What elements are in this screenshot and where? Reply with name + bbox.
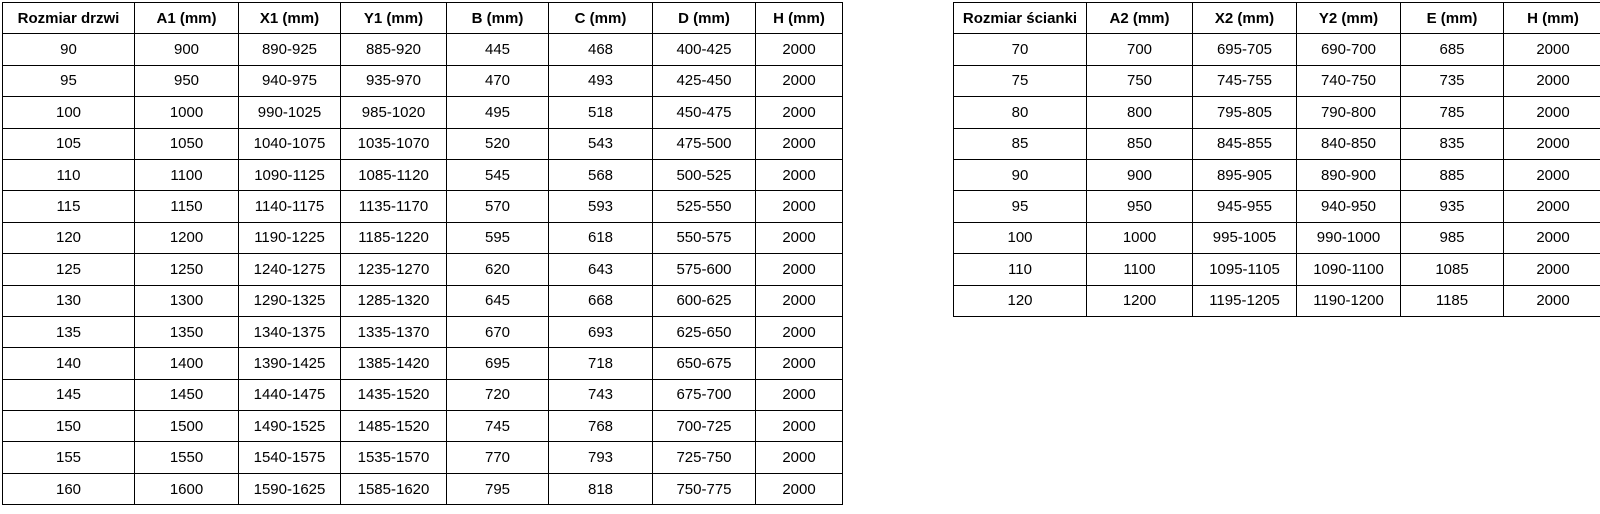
table-cell: 718 <box>549 348 653 379</box>
table-cell: 1590-1625 <box>239 473 341 504</box>
table-cell: 550-575 <box>653 222 756 253</box>
table-cell: 85 <box>954 128 1087 159</box>
table-cell: 1085 <box>1401 254 1504 285</box>
table-cell: 2000 <box>1504 128 1600 159</box>
table-cell: 725-750 <box>653 442 756 473</box>
table-cell: 1190-1200 <box>1297 285 1401 316</box>
table-cell: 150 <box>3 411 135 442</box>
table-cell: 2000 <box>1504 97 1600 128</box>
table-cell: 160 <box>3 473 135 504</box>
table-cell: 1350 <box>135 316 239 347</box>
table-cell: 595 <box>447 222 549 253</box>
header-cell: E (mm) <box>1401 3 1504 34</box>
table-cell: 685 <box>1401 34 1504 65</box>
table-cell: 2000 <box>756 97 843 128</box>
table-row <box>3 222 843 253</box>
table-cell: 935-970 <box>341 65 447 96</box>
table-cell: 845-855 <box>1193 128 1297 159</box>
header-cell: Rozmiar drzwi <box>3 3 135 34</box>
table-cell: 1500 <box>135 411 239 442</box>
table-cell: 940-950 <box>1297 191 1401 222</box>
table-cell: 1250 <box>135 254 239 285</box>
table-cell: 2000 <box>756 473 843 504</box>
table-row <box>954 254 1600 285</box>
table-cell: 1050 <box>135 128 239 159</box>
table-cell: 890-900 <box>1297 159 1401 190</box>
table-row <box>954 65 1600 96</box>
table-cell: 400-425 <box>653 34 756 65</box>
door-size-table <box>2 2 843 505</box>
table-cell: 120 <box>954 285 1087 316</box>
table-cell: 105 <box>3 128 135 159</box>
table-cell: 600-625 <box>653 285 756 316</box>
table-cell: 120 <box>3 222 135 253</box>
table-cell: 793 <box>549 442 653 473</box>
table-cell: 2000 <box>756 159 843 190</box>
table-cell: 1140-1175 <box>239 191 341 222</box>
table-cell: 1485-1520 <box>341 411 447 442</box>
table-cell: 900 <box>1087 159 1193 190</box>
table-cell: 2000 <box>1504 34 1600 65</box>
table-cell: 743 <box>549 379 653 410</box>
table-cell: 890-925 <box>239 34 341 65</box>
table-cell: 1085-1120 <box>341 159 447 190</box>
table-cell: 620 <box>447 254 549 285</box>
header-cell: A2 (mm) <box>1087 3 1193 34</box>
table-cell: 735 <box>1401 65 1504 96</box>
table-cell: 125 <box>3 254 135 285</box>
table-row <box>3 65 843 96</box>
table-cell: 745-755 <box>1193 65 1297 96</box>
table-cell: 1035-1070 <box>341 128 447 159</box>
table-row <box>954 128 1600 159</box>
table-cell: 1195-1205 <box>1193 285 1297 316</box>
table-cell: 750 <box>1087 65 1193 96</box>
table-cell: 1200 <box>135 222 239 253</box>
header-row <box>954 3 1600 34</box>
table-cell: 518 <box>549 97 653 128</box>
header-cell: B (mm) <box>447 3 549 34</box>
table-cell: 695 <box>447 348 549 379</box>
table-cell: 570 <box>447 191 549 222</box>
table-cell: 1100 <box>1087 254 1193 285</box>
table-row <box>3 348 843 379</box>
table-cell: 1540-1575 <box>239 442 341 473</box>
table-cell: 525-550 <box>653 191 756 222</box>
table-cell: 1135-1170 <box>341 191 447 222</box>
table-cell: 1290-1325 <box>239 285 341 316</box>
table-cell: 1185-1220 <box>341 222 447 253</box>
table-cell: 1100 <box>135 159 239 190</box>
table-cell: 618 <box>549 222 653 253</box>
table-cell: 545 <box>447 159 549 190</box>
table-cell: 2000 <box>756 191 843 222</box>
header-row <box>3 3 843 34</box>
table-cell: 2000 <box>1504 65 1600 96</box>
table-cell: 1150 <box>135 191 239 222</box>
table-cell: 1400 <box>135 348 239 379</box>
table-cell: 2000 <box>756 285 843 316</box>
table-cell: 795 <box>447 473 549 504</box>
table-cell: 1335-1370 <box>341 316 447 347</box>
table-cell: 1235-1270 <box>341 254 447 285</box>
table-cell: 445 <box>447 34 549 65</box>
table-cell: 495 <box>447 97 549 128</box>
table-cell: 2000 <box>756 442 843 473</box>
table-row <box>954 191 1600 222</box>
table-cell: 700-725 <box>653 411 756 442</box>
table-cell: 75 <box>954 65 1087 96</box>
table-cell: 95 <box>954 191 1087 222</box>
table-cell: 2000 <box>1504 159 1600 190</box>
table-cell: 650-675 <box>653 348 756 379</box>
table-cell: 995-1005 <box>1193 222 1297 253</box>
table-cell: 543 <box>549 128 653 159</box>
table-cell: 2000 <box>756 411 843 442</box>
header-cell: Rozmiar ścianki <box>954 3 1087 34</box>
table-cell: 720 <box>447 379 549 410</box>
table-cell: 450-475 <box>653 97 756 128</box>
table-cell: 1190-1225 <box>239 222 341 253</box>
table-cell: 1090-1100 <box>1297 254 1401 285</box>
header-cell: H (mm) <box>756 3 843 34</box>
table-cell: 475-500 <box>653 128 756 159</box>
table-cell: 100 <box>3 97 135 128</box>
table-cell: 700 <box>1087 34 1193 65</box>
table-cell: 1535-1570 <box>341 442 447 473</box>
table-cell: 80 <box>954 97 1087 128</box>
table-cell: 425-450 <box>653 65 756 96</box>
table-cell: 470 <box>447 65 549 96</box>
table-row <box>954 159 1600 190</box>
table-cell: 155 <box>3 442 135 473</box>
table-cell: 835 <box>1401 128 1504 159</box>
table-cell: 140 <box>3 348 135 379</box>
table-cell: 110 <box>954 254 1087 285</box>
table-cell: 625-650 <box>653 316 756 347</box>
table-cell: 90 <box>3 34 135 65</box>
table-cell: 575-600 <box>653 254 756 285</box>
table-cell: 520 <box>447 128 549 159</box>
table-row <box>3 473 843 504</box>
table-cell: 670 <box>447 316 549 347</box>
table-cell: 1300 <box>135 285 239 316</box>
table-cell: 795-805 <box>1193 97 1297 128</box>
table-cell: 745 <box>447 411 549 442</box>
table-cell: 1440-1475 <box>239 379 341 410</box>
table-row <box>3 379 843 410</box>
header-cell: Y2 (mm) <box>1297 3 1401 34</box>
wall-size-table <box>953 2 1600 317</box>
table-cell: 1000 <box>1087 222 1193 253</box>
table-cell: 770 <box>447 442 549 473</box>
table-cell: 690-700 <box>1297 34 1401 65</box>
table-row <box>3 128 843 159</box>
header-cell: D (mm) <box>653 3 756 34</box>
table-cell: 1585-1620 <box>341 473 447 504</box>
header-cell: H (mm) <box>1504 3 1600 34</box>
table-cell: 643 <box>549 254 653 285</box>
table-cell: 2000 <box>756 222 843 253</box>
table-cell: 1550 <box>135 442 239 473</box>
table-cell: 100 <box>954 222 1087 253</box>
table-cell: 1390-1425 <box>239 348 341 379</box>
table-cell: 675-700 <box>653 379 756 410</box>
table-cell: 468 <box>549 34 653 65</box>
table-row <box>3 316 843 347</box>
table-cell: 1435-1520 <box>341 379 447 410</box>
header-cell: X2 (mm) <box>1193 3 1297 34</box>
table-cell: 568 <box>549 159 653 190</box>
table-cell: 2000 <box>756 34 843 65</box>
table-cell: 2000 <box>756 128 843 159</box>
table-cell: 950 <box>1087 191 1193 222</box>
table-cell: 110 <box>3 159 135 190</box>
table-cell: 493 <box>549 65 653 96</box>
table-cell: 840-850 <box>1297 128 1401 159</box>
table-cell: 695-705 <box>1193 34 1297 65</box>
table-row <box>3 442 843 473</box>
table-row <box>954 285 1600 316</box>
table-row <box>3 34 843 65</box>
header-cell: X1 (mm) <box>239 3 341 34</box>
table-cell: 1490-1525 <box>239 411 341 442</box>
table-cell: 2000 <box>1504 254 1600 285</box>
table-cell: 750-775 <box>653 473 756 504</box>
table-cell: 985 <box>1401 222 1504 253</box>
table-row <box>3 254 843 285</box>
table-cell: 2000 <box>756 379 843 410</box>
table-cell: 885-920 <box>341 34 447 65</box>
table-cell: 90 <box>954 159 1087 190</box>
header-cell: A1 (mm) <box>135 3 239 34</box>
table-cell: 2000 <box>756 254 843 285</box>
table-row <box>3 159 843 190</box>
table-cell: 1185 <box>1401 285 1504 316</box>
table-cell: 985-1020 <box>341 97 447 128</box>
table-cell: 1040-1075 <box>239 128 341 159</box>
table-row <box>3 285 843 316</box>
table-cell: 740-750 <box>1297 65 1401 96</box>
table-cell: 1000 <box>135 97 239 128</box>
table-cell: 1200 <box>1087 285 1193 316</box>
table-cell: 1285-1320 <box>341 285 447 316</box>
table-cell: 790-800 <box>1297 97 1401 128</box>
table-cell: 800 <box>1087 97 1193 128</box>
table-cell: 593 <box>549 191 653 222</box>
table-cell: 145 <box>3 379 135 410</box>
table-cell: 130 <box>3 285 135 316</box>
table-cell: 940-975 <box>239 65 341 96</box>
table-cell: 95 <box>3 65 135 96</box>
table-cell: 135 <box>3 316 135 347</box>
table-cell: 2000 <box>756 65 843 96</box>
table-cell: 1240-1275 <box>239 254 341 285</box>
header-cell: Y1 (mm) <box>341 3 447 34</box>
table-cell: 2000 <box>1504 222 1600 253</box>
table-cell: 2000 <box>756 316 843 347</box>
table-row <box>3 191 843 222</box>
table-cell: 945-955 <box>1193 191 1297 222</box>
table-cell: 900 <box>135 34 239 65</box>
table-cell: 785 <box>1401 97 1504 128</box>
table-cell: 990-1000 <box>1297 222 1401 253</box>
table-cell: 1095-1105 <box>1193 254 1297 285</box>
table-cell: 500-525 <box>653 159 756 190</box>
table-cell: 935 <box>1401 191 1504 222</box>
table-cell: 645 <box>447 285 549 316</box>
table-cell: 768 <box>549 411 653 442</box>
table-cell: 70 <box>954 34 1087 65</box>
table-cell: 850 <box>1087 128 1193 159</box>
table-cell: 895-905 <box>1193 159 1297 190</box>
table-cell: 1385-1420 <box>341 348 447 379</box>
table-row <box>3 97 843 128</box>
table-cell: 2000 <box>756 348 843 379</box>
table-row <box>3 411 843 442</box>
table-cell: 1600 <box>135 473 239 504</box>
table-cell: 1450 <box>135 379 239 410</box>
table-cell: 1340-1375 <box>239 316 341 347</box>
table-cell: 990-1025 <box>239 97 341 128</box>
table-cell: 115 <box>3 191 135 222</box>
table-cell: 2000 <box>1504 285 1600 316</box>
table-cell: 1090-1125 <box>239 159 341 190</box>
table-cell: 693 <box>549 316 653 347</box>
table-cell: 668 <box>549 285 653 316</box>
table-cell: 950 <box>135 65 239 96</box>
table-row <box>954 97 1600 128</box>
table-cell: 2000 <box>1504 191 1600 222</box>
table-cell: 885 <box>1401 159 1504 190</box>
header-cell: C (mm) <box>549 3 653 34</box>
table-row <box>954 34 1600 65</box>
table-row <box>954 222 1600 253</box>
table-cell: 818 <box>549 473 653 504</box>
